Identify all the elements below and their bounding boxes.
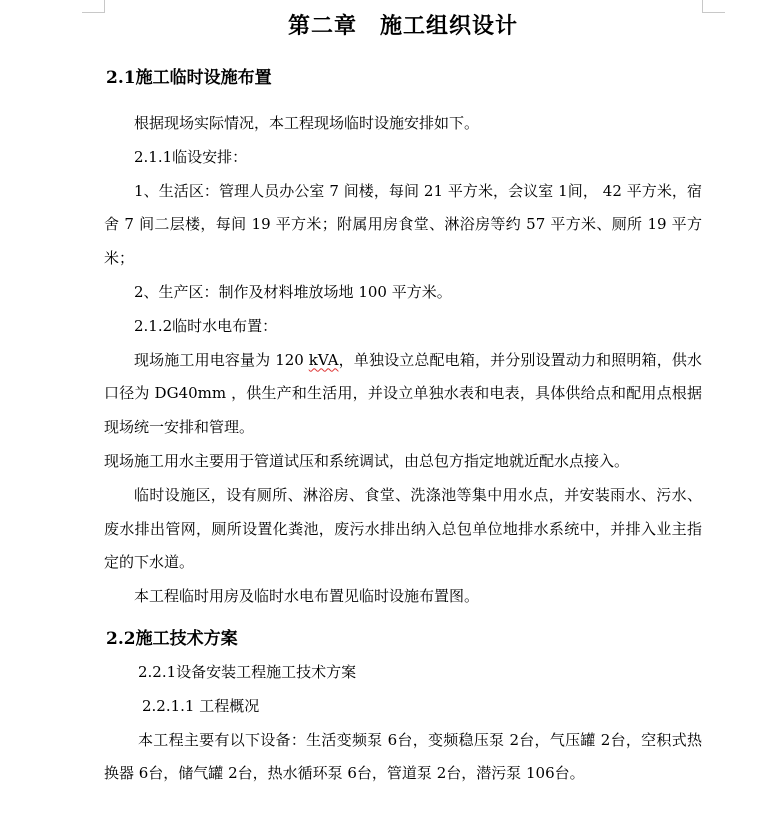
section-heading-2-2: 2.2施工技术方案 — [106, 628, 238, 649]
equipment-overview-paragraph: 本工程主要有以下设备：生活变频泵 6台，变频稳压泵 2台，气压罐 2台，空积式热换器 6台，储气罐 2台，热水循环泵 6台，管道泵 2台，潜污泵 106台。 — [104, 730, 702, 783]
power-text-post: ，单独设立总配电箱，并分别设置动力和照明箱，供水口径为 DG40mm ，供生产和生活用，并设立单独水表和电表，具体供给点和配用点根据现场统一安排和管理。 — [104, 350, 702, 437]
subsection-heading-2-2-1: 2.2.1设备安装工程施工技术方案 — [138, 662, 357, 681]
subsection-heading-2-2-1-1: 2.2.1.1 工程概况 — [142, 696, 260, 715]
layout-paragraph: 本工程临时用房及临时水电布置见临时设施布置图。 — [134, 587, 480, 606]
subsection-heading-2-1-1: 2.1.1临设安排： — [134, 147, 248, 166]
subsection-heading-2-1-2: 2.1.2临时水电布置： — [134, 316, 278, 335]
living-area-paragraph: 1、生活区：管理人员办公室 7 间楼，每间 21 平方米，会议室 1间， 42 平方米，宿舍 7 间二层楼，每间 19 平方米；附属用房食堂、淋浴房等约 57 平方米、厕所 19 平方米； — [104, 181, 702, 268]
page-margin-marker-left — [82, 0, 105, 13]
production-area-paragraph: 2、生产区：制作及材料堆放场地 100 平方米。 — [134, 282, 452, 301]
power-unit: kVA — [308, 350, 339, 369]
power-text-pre: 现场施工用电容量为 120 — [134, 350, 309, 369]
facilities-paragraph: 临时设施区，设有厕所、淋浴房、食堂、洗涤池等集中用水点，并安装雨水、污水、废水排出管网，厕所设置化粪池，废污水排出纳入总包单位地排水系统中，并排入业主指定的下水道。 — [104, 485, 702, 572]
section-heading-2-1: 2.1施工临时设施布置 — [106, 68, 272, 88]
page-margin-marker-right — [702, 0, 725, 13]
document-page — [104, 0, 702, 791]
chapter-title: 第二章 施工组织设计 — [287, 13, 518, 39]
water-paragraph: 现场施工用水主要用于管道试压和系统调试，由总包方指定地就近配水点接入。 — [104, 451, 630, 470]
power-paragraph — [104, 344, 702, 445]
intro-paragraph: 根据现场实际情况，本工程现场临时设施安排如下。 — [134, 114, 480, 132]
